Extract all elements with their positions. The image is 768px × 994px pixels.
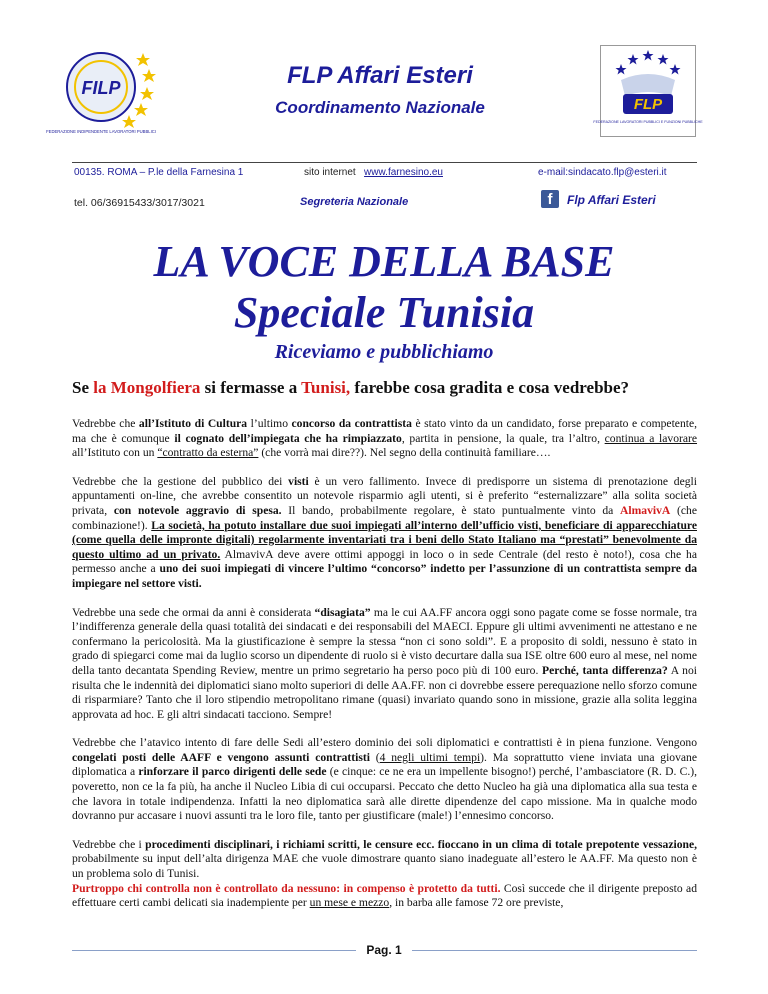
paragraph-1: Vedrebbe che all’Istituto di Cultura l’ultimo concorso da contrattista è stato vinto da un candidato, forse preparato e competente, ma che è comunque il cognato dell’impiegata che ha rimpiazzato, partita in pensione, la quale, tra l’altro, continua a lavorare all’Istituto con un “contratto da esterna” (che vorrà mai dire??). Nel segno della continuità familiare…. (72, 417, 698, 460)
paragraph-5: Vedrebbe che i procedimenti disciplinari, i richiami scritti, le censure ecc. fioccano in un clima di totale prepotente vessazione, probabilmente su input dell’alta dirigenza MAE che vuole dimostrare quanto siano inadeguate all’estero le AA.FF. Ma questo non è un problema solo di Tunisi. Purtroppo chi controlla non è controllato da nessuno: in compenso è protetto da tutti. Così succede che il dirigente preposto ad effettuare certi cambi delicati sia inadempiente per un mese e mezzo, in barba alle famose 72 ore previste, (72, 837, 697, 910)
paragraph-2: Vedrebbe che la gestione del pubblico dei visti è un vero fallimento. Invece di predisporre un sistema di prenotazione degli appuntamenti on-line, che avrebbe consentito un notevole risparmio agli utenti, si è preferito “esternalizzare” alla solita società privata, con notevole aggravio di spesa. Il bando, probabilmente regolare, è stato puntualmente vinto da AlmavivA (che combinazione!). La società, ha potuto installare due suoi impiegati all’interno dell’ufficio visti, beneficiare di apparecchiature (come quella delle impronte digitali) regolarmente inventariati tra i beni dello Stato Italiano ma “prestati” benevolmente da questo ultimo ad un privato. AlmavivA deve avere ottimi appoggi in loco o in sede Centrale (del resto è noto!), cosa che ha permesso anche a uno dei suoi impiegati di vincere l’ultimo “concorso” indetto per l’assunzione di un contrattista sempre da impiegare nel settore visti. (72, 474, 697, 590)
article-body (72, 417, 697, 925)
logo-left-text: FILP (81, 78, 121, 98)
header-divider (72, 162, 697, 163)
address: 00135. ROMA – P.le della Farnesina 1 (74, 167, 244, 178)
flp-logo (593, 45, 703, 137)
phone: tel. 06/36915433/3017/3021 (74, 197, 205, 209)
logo-right-caption: FEDERAZIONE LAVORATORI PUBBLICI E FUNZIONI PUBBLICHE (593, 120, 703, 124)
logo-right-text: FLP (633, 96, 663, 113)
email[interactable]: e-mail:sindacato.flp@esteri.it (538, 167, 667, 178)
facebook-page-name[interactable]: Flp Affari Esteri (567, 193, 656, 207)
segreteria-label: Segreteria Nazionale (300, 196, 409, 208)
heading-highlight-mongolfiera: la Mongolfiera (93, 378, 201, 397)
masthead-title: LA VOCE DELLA BASE (153, 237, 615, 286)
page-number: Pag. 1 (366, 943, 402, 957)
heading-highlight-tunisi: Tunisi, (301, 378, 351, 397)
paragraph-4: Vedrebbe che l’atavico intento di fare delle Sedi all’estero dominio dei soli diplomatici e contrattisti è in piena funzione. Vengono congelati posti delle AAFF e vengono assunti contrattisti (4 negli ultimi tempi). Ma soprattutto viene inviata una giovane diplomatica a rinforzare il parco dirigenti delle sede (e cinque: ce ne era un impellente bisogno!) perché, l’ambasciatore (R. D. C.), poveretto, non ce la fa più, ha anche il Nucleo Libia di cui occuparsi. Peccato che detto Nucleo ha già una diplomatica alla sua testa e che lavora in totale indipendenza. Infatti la neo diplomatica sarà alle dirette dipendenze del capo missione. Ma in qualche modo dovranno pur accasare i nuovi assunti tra le loro file, tanto per giustificare (male!) l’ennesimo concorso. (72, 736, 697, 823)
masthead-subtitle: Speciale Tunisia (233, 288, 535, 337)
paragraph-3: Vedrebbe una sede che ormai da anni è considerata “disagiata” ma le cui AA.FF ancora oggi sono pagate come se fosse normale, tra l’indifferenza generale della quasi totalità dei sindacati e dei responsabili del MAECI. Eppure gli ultimi avvenimenti ne attestano e ne confermano la pericolosità. Ma la giustificazione è sempre la stessa “non ci sono soldi”. E a proposito di soldi, nessuno è stato in grado di spiegarci come mai da luglio scorso un dipendente di ruolo si è visto decurtare dalla sua ISE oltre 600 euro al mese, nel nome della tanto decantata Spending Review, mentre un primo segretario ha perso poco più di 100 euro. Perché, tanta differenza? A noi risulta che le indennità dei diplomatici siano molto superiori di delle AA.FF. non ci dovrebbe essere perequazione nello sforzo comune di risparmiare? Tanto che il loro stipendio metropolitano rimane (quasi) invariato quando sono in missione, grazie alla solita leggina approvata ad hoc. E gli altri sindacati tacciono. Sempre! (72, 605, 698, 721)
masthead-tagline: Riceviamo e pubblichiamo (274, 341, 494, 363)
website-link[interactable]: www.farnesino.eu (364, 167, 443, 178)
website-label (304, 167, 443, 178)
org-subtitle: Coordinamento Nazionale (275, 98, 485, 117)
website-label-text: sito internet (304, 167, 356, 178)
logo-left-caption: FEDERAZIONE INDIPENDENTE LAVORATORI PUBBLICI (46, 129, 156, 134)
facebook-icon[interactable]: f (541, 190, 559, 208)
footer-line-right (412, 950, 697, 951)
org-title: FLP Affari Esteri (287, 62, 473, 89)
article-heading: Se la Mongolfiera si fermasse a Tunisi, farebbe cosa gradita e cosa vedrebbe? (72, 378, 630, 397)
footer-line-left (72, 950, 356, 951)
filp-logo (46, 45, 157, 141)
